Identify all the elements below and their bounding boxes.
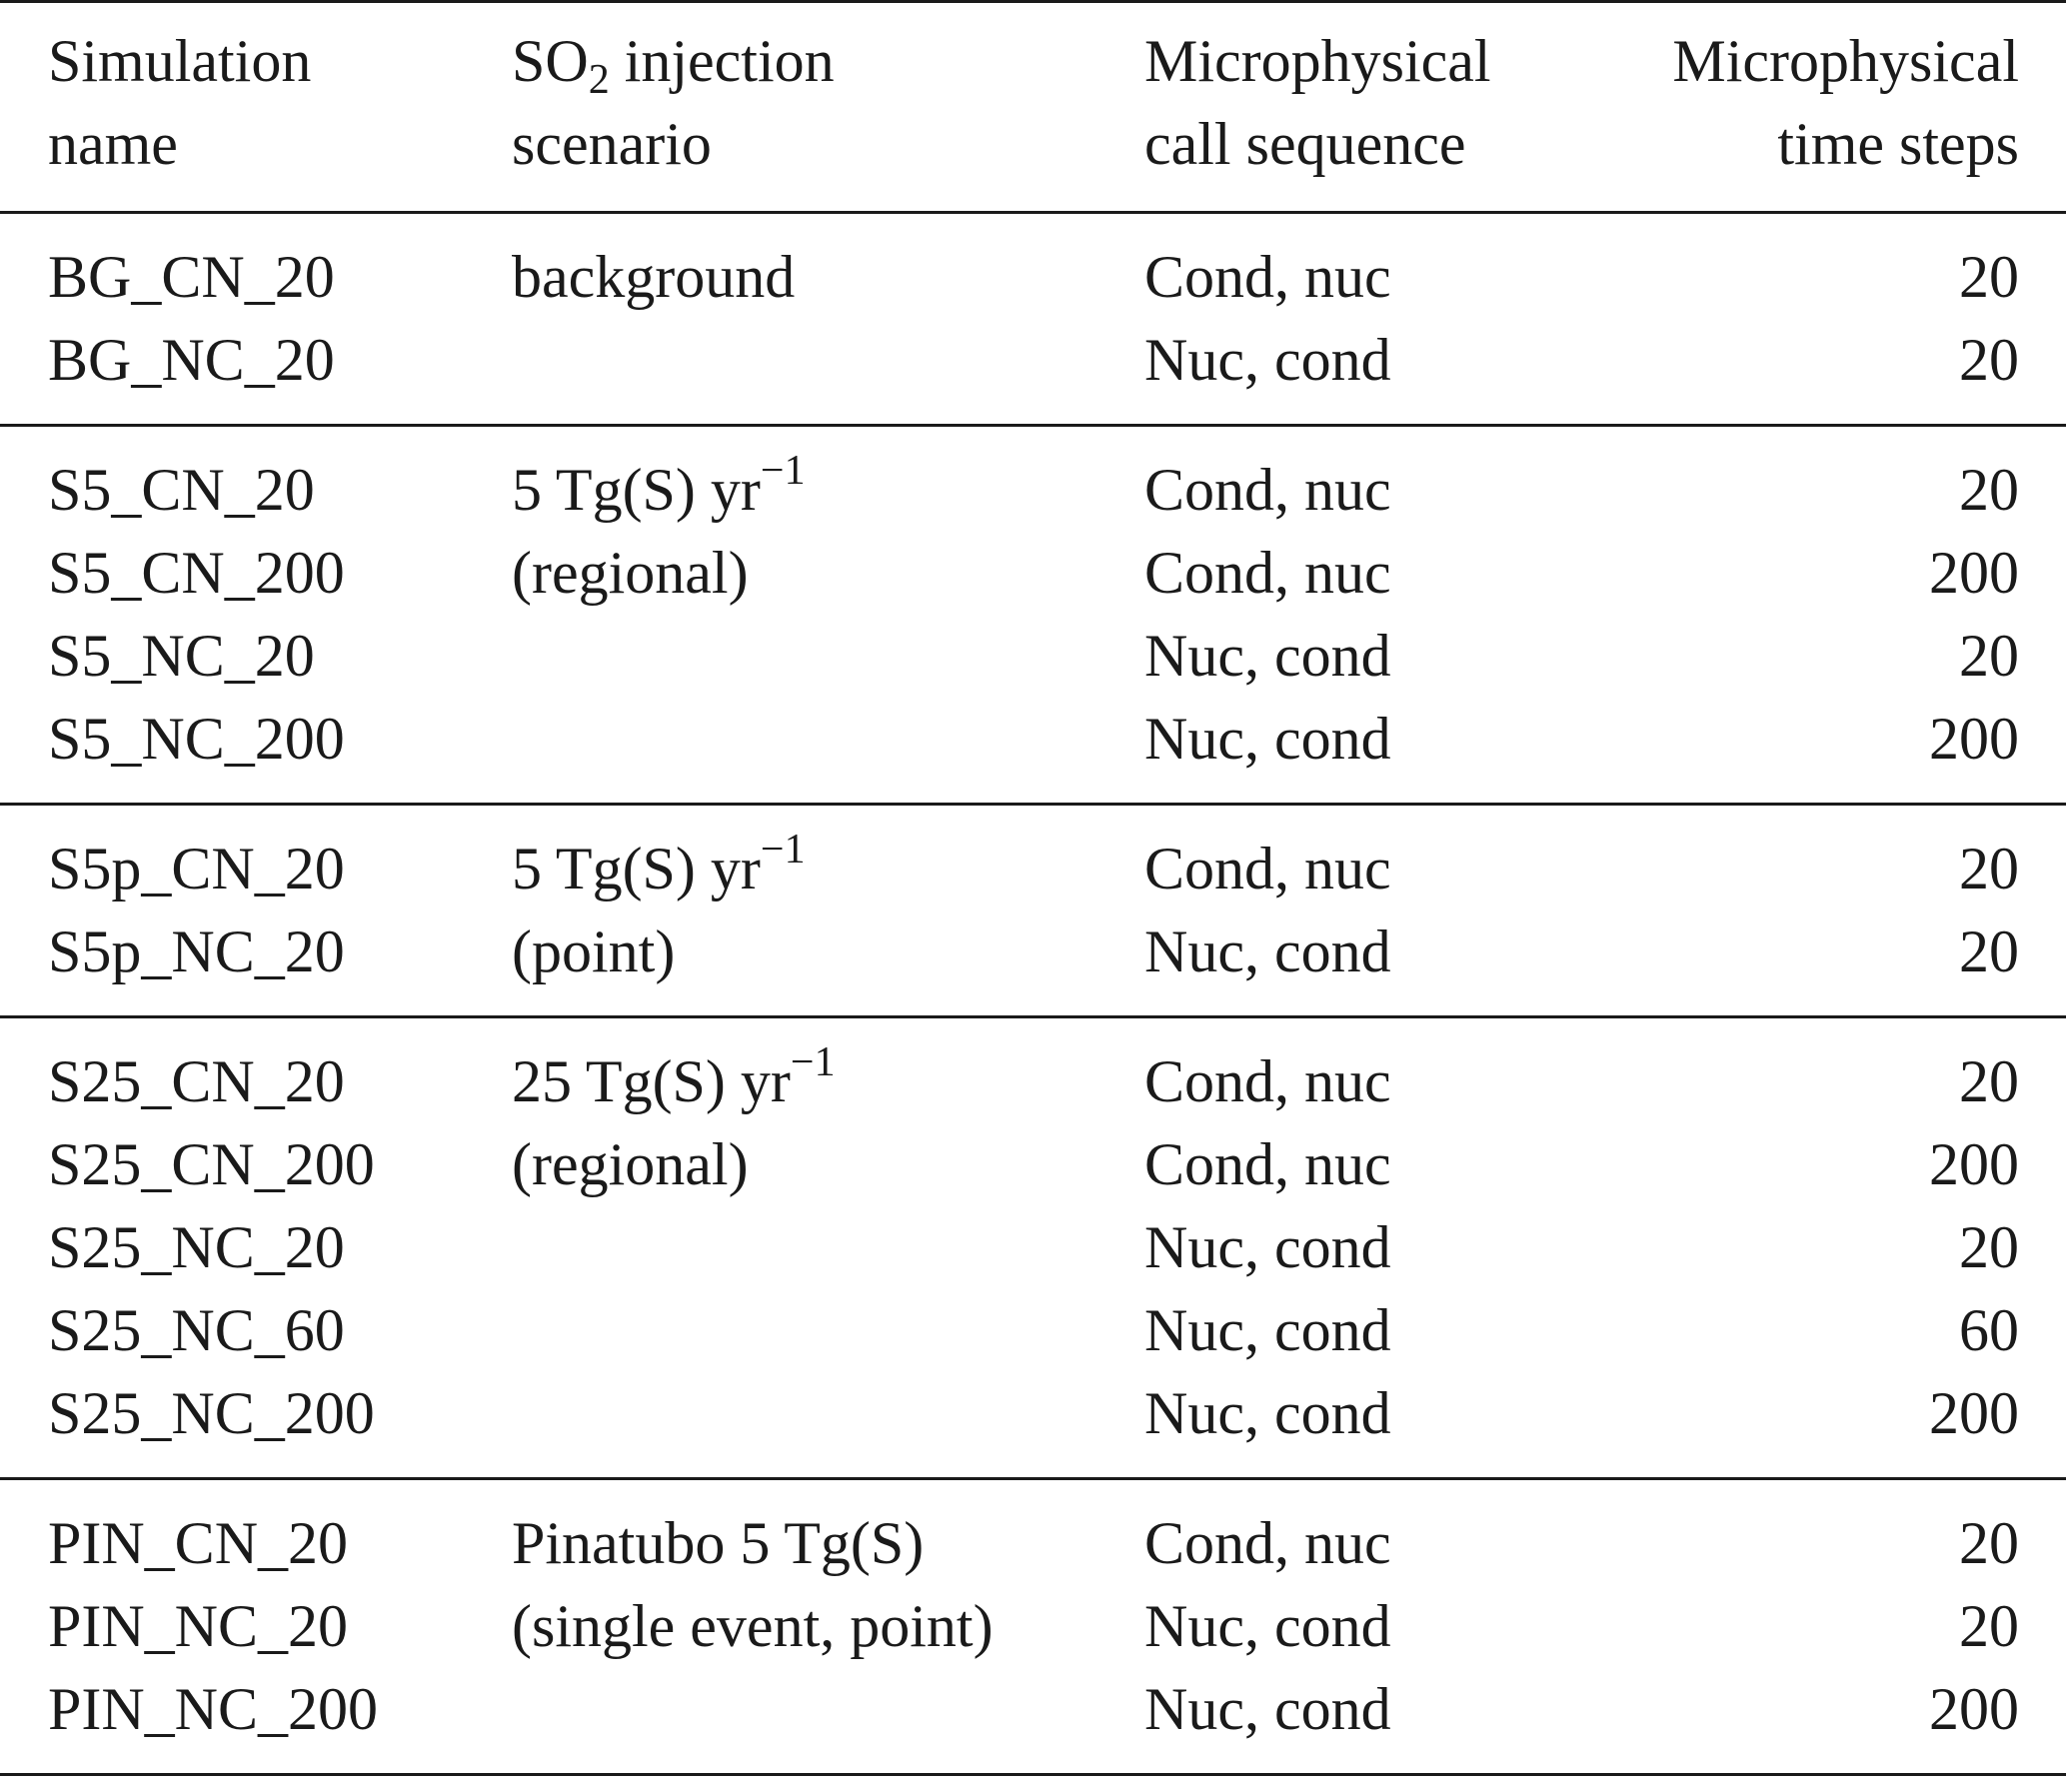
- simulation-name: S25_CN_20: [48, 1048, 345, 1114]
- simulation-name: S5_NC_20: [48, 623, 315, 689]
- call-sequence: Nuc, cond: [1144, 918, 1391, 984]
- injection-scenario: Pinatubo 5 Tg(S): [512, 1510, 925, 1576]
- call-sequence: Nuc, cond: [1144, 1593, 1391, 1659]
- call-sequence: Nuc, cond: [1144, 1297, 1391, 1363]
- scenario-rate-exponent: −1: [760, 827, 806, 873]
- call-sequence: Cond, nuc: [1144, 457, 1391, 523]
- call-sequence: Nuc, cond: [1144, 1676, 1391, 1742]
- scenario-rate: 5 Tg(S) yr: [512, 457, 761, 523]
- time-steps: 200: [1929, 540, 2019, 606]
- call-sequence: Nuc, cond: [1144, 623, 1391, 689]
- header-col2-line1: [512, 20, 835, 103]
- table-top-rule: [0, 0, 2066, 3]
- simulation-name: PIN_NC_200: [48, 1676, 379, 1742]
- call-sequence: Cond, nuc: [1144, 1510, 1391, 1576]
- time-steps: 20: [1959, 244, 2019, 310]
- header-col3-line1: Microphysical: [1144, 28, 1491, 94]
- call-sequence: Nuc, cond: [1144, 706, 1391, 772]
- time-steps: 200: [1929, 706, 2019, 772]
- time-steps: 60: [1959, 1297, 2019, 1363]
- time-steps: 20: [1959, 1593, 2019, 1659]
- scenario-rate-exponent: −1: [790, 1039, 836, 1085]
- call-sequence: Cond, nuc: [1144, 836, 1391, 901]
- group-rule: [0, 1015, 2066, 1018]
- simulation-name: S5_NC_200: [48, 706, 345, 772]
- header-col2-line2: scenario: [512, 111, 712, 177]
- time-steps: 20: [1959, 918, 2019, 984]
- simulation-name: BG_NC_20: [48, 327, 335, 393]
- call-sequence: Nuc, cond: [1144, 1214, 1391, 1280]
- group-rule: [0, 1773, 2066, 1776]
- header-col2-so: SO: [512, 28, 589, 94]
- injection-scenario: (regional): [512, 1131, 749, 1197]
- injection-scenario: [512, 828, 806, 910]
- time-steps: 20: [1959, 623, 2019, 689]
- injection-scenario: [512, 1040, 836, 1123]
- injection-scenario: [512, 449, 806, 532]
- simulation-name: S25_NC_60: [48, 1297, 345, 1363]
- time-steps: 20: [1959, 1048, 2019, 1114]
- injection-scenario: (regional): [512, 540, 749, 606]
- simulation-name: S5p_CN_20: [48, 836, 345, 901]
- group-rule: [0, 803, 2066, 806]
- time-steps: 200: [1929, 1131, 2019, 1197]
- call-sequence: Nuc, cond: [1144, 1380, 1391, 1446]
- header-col1-line2: name: [48, 111, 178, 177]
- call-sequence: Cond, nuc: [1144, 1048, 1391, 1114]
- simulation-name: S25_NC_200: [48, 1380, 375, 1446]
- time-steps: 200: [1929, 1676, 2019, 1742]
- header-col4-line1: Microphysical: [1672, 28, 2019, 94]
- scenario-rate-exponent: −1: [760, 448, 806, 494]
- injection-scenario: background: [512, 244, 796, 310]
- scenario-rate: 25 Tg(S) yr: [512, 1048, 791, 1114]
- simulation-name: S5_CN_20: [48, 457, 315, 523]
- time-steps: 20: [1959, 327, 2019, 393]
- header-col2-subscript: 2: [588, 57, 610, 103]
- scenario-rate: 5 Tg(S) yr: [512, 836, 761, 901]
- time-steps: 20: [1959, 1214, 2019, 1280]
- call-sequence: Nuc, cond: [1144, 327, 1391, 393]
- time-steps: 200: [1929, 1380, 2019, 1446]
- call-sequence: Cond, nuc: [1144, 244, 1391, 310]
- header-col1-line1: Simulation: [48, 28, 312, 94]
- time-steps: 20: [1959, 1510, 2019, 1576]
- simulation-name: S5_CN_200: [48, 540, 345, 606]
- simulation-name: S25_NC_20: [48, 1214, 345, 1280]
- simulation-name: BG_CN_20: [48, 244, 335, 310]
- injection-scenario: (point): [512, 918, 676, 984]
- header-col3-line2: call sequence: [1144, 111, 1466, 177]
- simulation-name: PIN_CN_20: [48, 1510, 349, 1576]
- header-col4-line2: time steps: [1777, 111, 2019, 177]
- time-steps: 20: [1959, 836, 2019, 901]
- simulation-name: S25_CN_200: [48, 1131, 375, 1197]
- injection-scenario: (single event, point): [512, 1593, 994, 1659]
- header-rule: [0, 211, 2066, 214]
- call-sequence: Cond, nuc: [1144, 540, 1391, 606]
- simulation-name: PIN_NC_20: [48, 1593, 349, 1659]
- header-col2-injection: injection: [609, 28, 835, 94]
- call-sequence: Cond, nuc: [1144, 1131, 1391, 1197]
- time-steps: 20: [1959, 457, 2019, 523]
- simulation-name: S5p_NC_20: [48, 918, 345, 984]
- group-rule: [0, 424, 2066, 427]
- group-rule: [0, 1477, 2066, 1480]
